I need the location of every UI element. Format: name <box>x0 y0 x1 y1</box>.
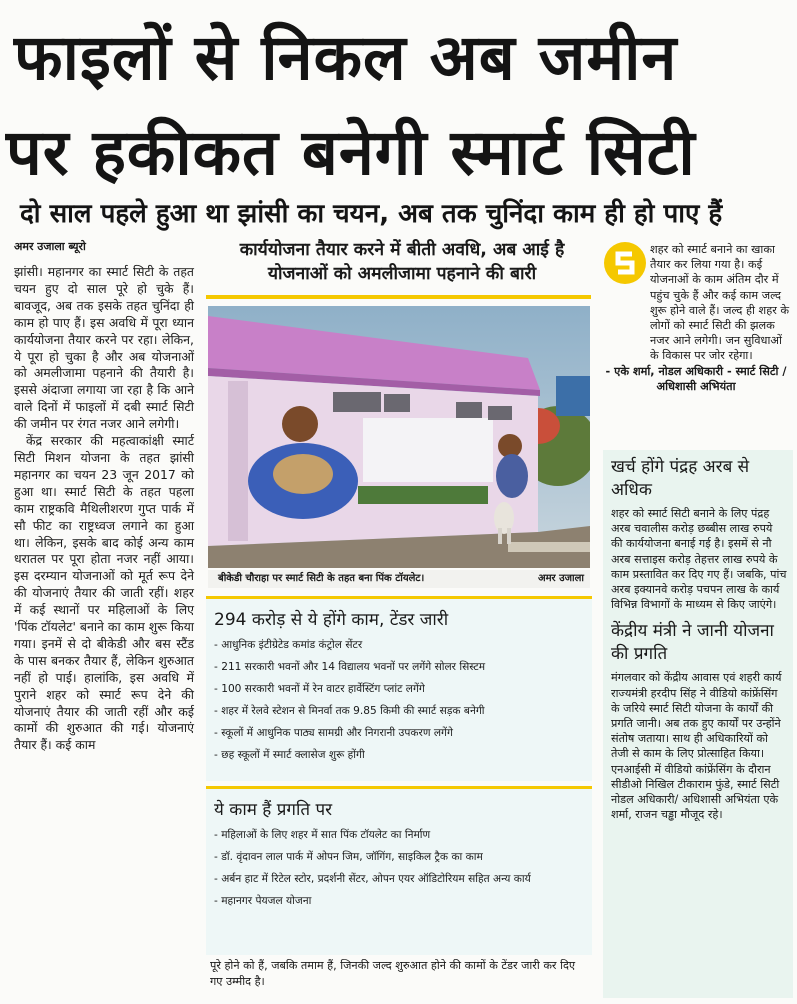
caption-text: बीकेडी चौराहा पर स्मार्ट सिटी के तहत बना पिंक टॉयलेट। <box>218 573 425 584</box>
list-item: - अर्बन हाट में रिटेल स्टोर, प्रदर्शनी सेंटर, ओपन एयर ऑडिटोरियम सहित अन्य कार्य <box>214 872 592 887</box>
list-item: - छह स्कूलों में स्मार्ट क्लासेज शुरू होंगी <box>214 748 592 763</box>
box1-list <box>206 638 592 763</box>
mid-heading: कार्ययोजना तैयार करने में बीती अवधि, अब आई है योजनाओं को अमलीजामा पहनाने की बारी <box>239 240 565 284</box>
right-box-text-1: शहर को स्मार्ट सिटी बनाने के लिए पंद्रह अरब चवालीस करोड़ छब्बीस लाख रुपये की कार्ययोजना बनाई गई है। इसमें से नौ अरब सत्ताइस करोड़ तेहत्तर लाख रुपये के काम प्रस्तावित कर दिए गए हैं। जबकि, पांच अरब इक्यानवे करोड़ पचपन लाख के कार्य विभिन्न विभागों के माध्यम से किए जाएंगे। <box>611 507 787 612</box>
article-paragraph: झांसी। महानगर का स्मार्ट सिटी के तहत चयन हुए दो साल पूरे हो चुके हैं। बावजूद, अब तक इसके तहत चुनिंदा ही काम हो पाए हैं। इस अवधि में पूरा ध्यान कार्ययोजना तैयार करने पर रहा। लेकिन, ये पूरा हो चुका है और अब योजनाओं को अमलीजामा पहनाने की तैयारी है। इससे अंदाजा लगाया जा रहा है कि आने वाले दिनों में फाइलों में दबी स्मार्ट सिटी की जमीन पर रंगत नजर आने लगेगी। <box>14 264 194 432</box>
list-item: - 211 सरकारी भवनों और 14 विद्यालय भवनों पर लगेंगे सोलर सिस्टम <box>214 660 592 675</box>
right-sidebar-box <box>603 450 793 998</box>
list-item: - महिलाओं के लिए शहर में सात पिंक टॉयलेट का निर्माण <box>214 828 592 843</box>
article-paragraph: केंद्र सरकार की महत्वाकांक्षी स्मार्ट सिटी मिशन योजना के तहत झांसी महानगर का चयन 23 जून 2017 को हुआ था। स्मार्ट सिटी के तहत पहला काम राष्ट्रकवि मैथिलीशरण गुप्त पार्क में सौ फीट का राष्ट्रध्वज लगाने का हुआ था। लेकिन, इसके बाद कोई अन्य काम धरातल पर पूरा होता नजर नहीं आया। इस दरम्यान योजनाओं को मूर्त रूप देने की योजनाएं तैयार की जाती रहीं। शहर में कई स्थानों पर महिलाओं के लिए 'पिंक टॉयलेट' बनाने का काम शुरू किया गया। इनमें से दो बीकेडी और बस स्टैंड के पास बनकर तैयार हैं, लेकिन शुरुआत नहीं हो पाई। हालांकि, इस अवधि में पुराने शहर को स्मार्ट रूप देने की योजनाएं तैयार की जाती रहीं और कई कामों की शुरुआत की गई। योजनाएं तैयार हैं। कई काम <box>14 433 194 753</box>
subheadline: दो साल पहले हुआ था झांसी का चयन, अब तक चुनिंदा काम ही हो पाए हैं <box>20 199 723 229</box>
official-quote <box>600 242 792 394</box>
headline-line-2: पर हकीकत बनेगी स्मार्ट सिटी <box>6 116 696 189</box>
headline-line-1: फाइलों से निकल अब जमीन <box>14 21 678 94</box>
caption-credit: अमर उजाला <box>537 573 584 584</box>
list-item: - स्कूलों में आधुनिक पाठ्य सामग्री और निगरानी उपकरण लगेंगे <box>214 726 592 741</box>
list-item: - शहर में रेलवे स्टेशन से मिनर्वा तक 9.85 किमी की स्मार्ट सड़क बनेगी <box>214 704 592 719</box>
box1-title: 294 करोड़ से ये होंगे काम, टेंडर जारी <box>214 610 449 630</box>
works-progress-box <box>206 786 592 955</box>
photo-illustration <box>208 306 590 568</box>
quote-attribution: - एके शर्मा, नोडल अधिकारी - स्मार्ट सिटी /अधिशासी अभियंता <box>605 364 787 393</box>
list-item: - 100 सरकारी भवनों में रेन वाटर हार्वेस्टिंग प्लांट लगेंगे <box>214 682 592 697</box>
byline: अमर उजाला ब्यूरो <box>14 240 86 253</box>
box2-list <box>206 828 592 909</box>
list-item: - आधुनिक इंटीग्रेटेड कमांड कंट्रोल सेंटर <box>214 638 592 653</box>
right-box-text-2: मंगलवार को केंद्रीय आवास एवं शहरी कार्य राज्यमंत्री हरदीप सिंह ने वीडियो कांफ्रेंसिंग के जरिये स्मार्ट सिटी योजना के कार्यों की प्रगति जानी। अब तक हुए कार्यों पर उन्होंने संतोष जताया। साथ ही अधिकारियों को तेजी से काम के लिए प्रोत्साहित किया। एनआईसी में वीडियो कांफ्रेंसिंग के दौरान सीडीओ निखिल टीकाराम फुंडे, स्मार्ट सिटी नोडल अधिकारी/ अधिशासी अभियंता एके शर्मा, राजन चड्ढा मौजूद रहे। <box>611 671 782 822</box>
box2-title: ये काम हैं प्रगति पर <box>214 800 333 820</box>
list-item: - महानगर पेयजल योजना <box>214 894 592 909</box>
pink-toilet-photo <box>208 306 590 568</box>
article-left-column <box>14 264 194 754</box>
right-box-title-1: खर्च होंगे पंद्रह अरब से अधिक <box>611 457 750 500</box>
list-item: - डॉ. वृंदावन लाल पार्क में ओपन जिम, जॉगिंग, साइकिल ट्रैक का काम <box>214 850 592 865</box>
photo-caption <box>208 570 590 588</box>
mid-heading-rule <box>206 295 591 299</box>
bottom-mid-text: पूरे होने को हैं, जबकि तमाम हैं, जिनकी जल्द शुरुआत होने की कामों के टेंडर जारी कर दिए गए उम्मीद है। <box>210 959 576 988</box>
right-box-title-2: केंद्रीय मंत्री ने जानी योजना की प्रगति <box>611 621 774 665</box>
works-tender-box <box>206 596 592 781</box>
quote-text: शहर को स्मार्ट बनाने का खाका तैयार कर लिया गया है। कई योजनाओं के काम अंतिम दौर में पहुंच चुके हैं और कई काम जल्द शुरू होने वाले हैं। जल्द ही शहर के लोगों को स्मार्ट सिटी की झलक नजर आने लगेगी। जन सुविधाओं के विकास पर जोर रहेगा। <box>650 243 790 363</box>
